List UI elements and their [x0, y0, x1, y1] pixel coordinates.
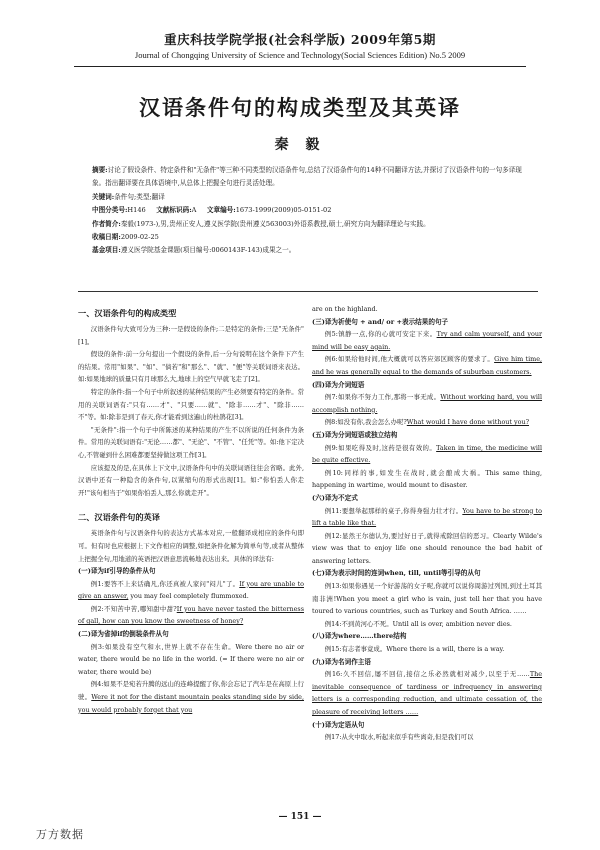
- example-cn: 例8:如没有你,我会怎么办呢?: [324, 418, 407, 427]
- example-cn: 例5:镇静一点,你的心就可安定下来。: [324, 330, 437, 339]
- journal-name: 重庆科技学院学报(社会科学版) 2009年第5期: [164, 32, 436, 47]
- keywords-label: 关键词:: [92, 192, 115, 201]
- subsection-heading: (一)译为if引导的条件从句: [78, 567, 156, 576]
- author-bio: [92, 218, 532, 231]
- example: [312, 328, 542, 353]
- example-en: Were there no air or water, there would be no life in the world. (= If there were no air or water, there would be): [78, 642, 305, 676]
- left-column: [78, 303, 304, 716]
- example: [312, 580, 542, 618]
- example-cn: 例9:如果吃得及时,这药是很有效的。: [324, 443, 437, 452]
- example-cn: 例7:如果你不努力工作,那将一事无成。: [324, 393, 441, 402]
- section-heading-1: 一、汉语条件句的构成类型: [78, 308, 177, 318]
- received-value: 2009-02-25: [120, 233, 159, 242]
- doc-code-value: A: [191, 206, 197, 215]
- journal-name-en: Journal of Chongqing University of Science and Technology(Social Sciences Edition) No.5 2009: [134, 49, 466, 60]
- example-cn: 例12:显然王尔德认为,要过好日子,就得戒除回信的恶习。: [324, 531, 493, 540]
- author-bio-label: 作者简介:: [92, 219, 121, 228]
- subsection-heading: (五)译为分词短语或独立结构: [312, 430, 398, 439]
- received-label: 收稿日期:: [92, 233, 121, 242]
- example-en: Taken in time, the medicine will be quite effective.: [312, 443, 542, 465]
- meta-divider: [78, 291, 538, 292]
- article-no-label: 文章编号:: [206, 206, 236, 215]
- article-no-value: 1673-1999(2009)05-0151-02: [235, 206, 332, 215]
- example-en: If you have never tasted the bitterness of gall, how can you know the sweetness of honey?: [78, 604, 304, 626]
- example: [312, 442, 542, 467]
- example-en: If you are unable to give an answer,: [78, 579, 304, 601]
- subsection-heading: (三)译为祈使句 + and/ or +表示结果的句子: [312, 317, 449, 326]
- abstract-label: 摘要:: [92, 166, 108, 174]
- example-en: Clearly Wilde's view was that to enjoy life one should renounce the bad habit of answering letters.: [312, 531, 542, 565]
- subsection-heading: (六)译为不定式: [312, 493, 358, 502]
- example: [312, 530, 542, 568]
- paragraph: 汉语条件句大致可分为三种:一是假设的条件;二是特定的条件;三是"无条件"[1]。: [78, 325, 304, 346]
- example-cn: 例10:同样的事,如发生在战时,就会酿成大祸。: [324, 468, 486, 477]
- example-en: Try and calm yourself, and your mind will be easy again.: [312, 330, 542, 351]
- example: [312, 353, 542, 378]
- subsection-heading: (七)译为表示时间的连词when, till, until等引导的从句: [312, 569, 481, 578]
- spacer: [78, 499, 304, 507]
- continued-text: are on the highland.: [312, 305, 378, 313]
- fund-label: 基金项目:: [92, 246, 121, 255]
- abstract-text: 讨论了假设条件、特定条件和"无条件"等三种不同类型的汉语条件句,总结了汉语条件句的14种不同翻译方法,并探讨了汉语条件句的一句多译现象。指出翻译要在具体语境中,从总体上把握全句进行灵活处理。: [92, 166, 522, 188]
- clc-label: 中图分类号:: [92, 206, 128, 215]
- clc-value: H146: [127, 206, 146, 215]
- classification-row: [92, 204, 532, 217]
- paragraph: 假设的条件:前一分句提出一个假设的条件,后一分句说明在这个条件下产生的结果。常用"如果"、"如"、"倘若"和"那么"、"就"、"便"等关联词语来表达。如:如果地球的质量只有月球那么大,地球上的空气早就飞走了[2]。: [78, 350, 304, 384]
- example-en: Give him time, and he was generally equal to the demands of suburban customers.: [312, 355, 543, 376]
- example: 例17:从火中取水,听起来似乎有些离奇,但是我们可以: [324, 733, 474, 742]
- paragraph: 英语条件句与汉语条件句的表达方式基本对应,一般翻译成相应的条件句即可。但有时也应根据上下文作相应的调整,如把条件化解为简单句等,或者从整体上把握全句,用地道的英语把汉语意思流畅地表达出来。具体的译法有:: [78, 529, 304, 563]
- author-bio-text: 秦毅(1973-),男,贵州正安人,遵义医学院(贵州遵义563003)外语系教授,硕士,研究方向为翻译理论与实践。: [120, 219, 430, 228]
- example: 例15:有志者事竟成。Where there is a will, there is a way.: [324, 645, 505, 654]
- article-author: 秦 毅: [274, 137, 326, 153]
- example-en: When you meet a girl who is vain, just tell her that you have toured to various countries, such as Turkey and South Africa. ……: [312, 594, 542, 616]
- doc-code-label: 文献标识码:: [156, 206, 192, 215]
- example-en: The inevitable consequence of tardiness or infrequency in answering letters is a corresponding reduction, and ultimate cessation of, the pleasure of receiving letters ……: [312, 670, 542, 716]
- example-cn: 例4:如果不是宛若升腾的远山的连峰提醒了你,你会忘记了汽车是在高原上行驶。: [78, 680, 304, 702]
- example: [78, 603, 304, 628]
- example: [78, 678, 304, 716]
- header-divider: [74, 66, 526, 67]
- example-cn: 例6:如果给他时间,他大概就可以答应郊区顾客的要求了。: [324, 355, 495, 364]
- example-en: You have to be strong to lift a table like that.: [312, 506, 542, 528]
- example-cn: 例13:如果你遇见一个好游荡的女子呢,你就可以说你周游过列国,到过土耳其南非洲!: [312, 582, 542, 603]
- example-en: Without working hard, you will accomplish nothing.: [312, 393, 543, 414]
- example-en: What would I have done without you?: [406, 418, 530, 427]
- paragraph: "无条件":指一个句子中所陈述的某种结果的产生不以所说的任何条件为条件。常用的关联词语有:"无论……都"、"无论"、"不管"、"任凭"等。如:他下定决心,不管碰到什么困难都要坚持做这项工作[3]。: [78, 425, 304, 459]
- example: 例14:不到黄河心不死。Until all is over, ambition never dies.: [324, 619, 512, 628]
- example: [78, 641, 304, 679]
- subsection-heading: (十)译为定语从句: [312, 720, 365, 729]
- right-column: [312, 303, 542, 744]
- fund-info: [92, 244, 532, 257]
- example-cn: 例3:如果没有空气和水,世界上就不存在生命。: [90, 642, 236, 651]
- paragraph: 应该提及的是,在具体上下文中,汉语条件句中的关联词语往往会省略。此外,汉语中还有一种隐含的条件句,以紧缩句的形式出现[1]。如:"你怕丢人你走开!"该句相当于"如果你怕丢人,那么你就走开"。: [78, 463, 304, 497]
- example-cn: 例2:不知苦中苦,哪知甜中甜?: [90, 604, 177, 613]
- page-number: — 151 —: [278, 812, 322, 822]
- example: [312, 467, 542, 492]
- example: [312, 668, 542, 718]
- example: [312, 505, 542, 530]
- example: [78, 578, 304, 603]
- article-meta: [92, 164, 532, 258]
- keywords: [92, 191, 532, 204]
- example-en: you may feel completely flummoxed.: [128, 592, 249, 601]
- fund-text: 遵义医学院基金课题(项目编号:0060143F-143)成果之一。: [120, 246, 296, 255]
- journal-header: [0, 34, 600, 59]
- example-cn: 例11:要想举起那样的桌子,你得身强力壮才行。: [324, 506, 463, 515]
- watermark: 万方数据: [36, 828, 84, 841]
- example-en: Were it not for the distant mountain peaks standing side by side, you would probably forget that you: [78, 693, 304, 714]
- example-cn: 例1:要答不上来话确凡,你还真被人家问"闷儿"了。: [90, 579, 240, 588]
- subsection-heading: (九)译为名词作主语: [312, 657, 371, 666]
- received-date: [92, 231, 532, 244]
- keywords-text: 条件句;类型;翻译: [114, 192, 165, 201]
- paragraph: 特定的条件:指一个句子中所叙述的某种结果的产生必须要有特定的条件。常用的关联词语有:"只有……才"、"只要……就"、"除非……才"、"除非……不"等。如:除非是到了春天,你才能看到这遍山的杜鹃花[3]。: [78, 387, 304, 422]
- example: [312, 416, 542, 429]
- example: [312, 391, 542, 416]
- example-cn: 例16:久不回信,屡不回信,接信之乐必然就相对减少,以至于无……: [324, 670, 530, 679]
- subsection-heading: (八)译为where……there结构: [312, 632, 407, 641]
- example-en: This same thing, happening in wartime, would mount to disaster.: [312, 468, 542, 490]
- abstract: [92, 164, 532, 191]
- article-title: 汉语条件句的构成类型及其英译: [139, 95, 461, 120]
- subsection-heading: (二)译为省掉if的倒装条件从句: [78, 630, 169, 639]
- subsection-heading: (四)译为介词短语: [312, 380, 365, 389]
- section-heading-2: 二、汉语条件句的英译: [78, 512, 160, 523]
